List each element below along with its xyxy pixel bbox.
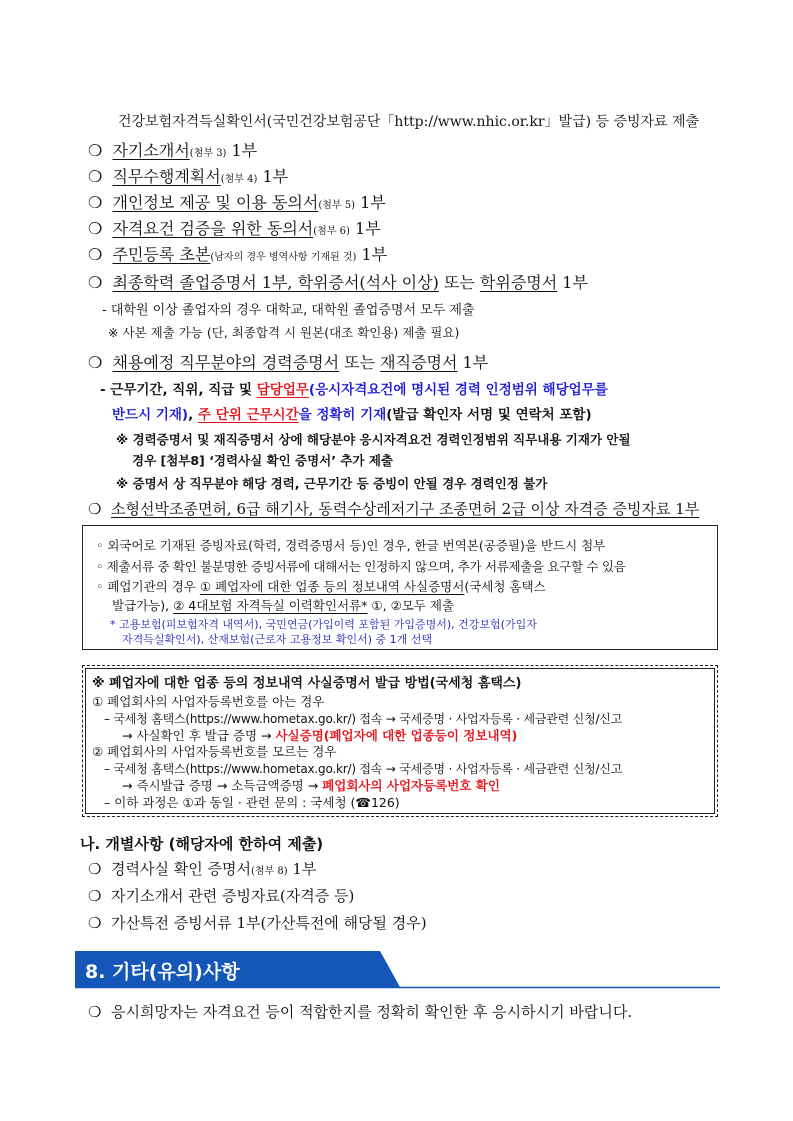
box2-b3b: 폐업회사의 사업자등록번호 확인 [322,778,500,793]
indiv-item-self-intro-proof [88,885,354,906]
bullet-icon: ❍ [88,193,103,212]
indiv-tail: 1부 [287,860,317,878]
box2-a1: ① 폐업회사의 사업자등록번호를 아는 경우 [92,694,325,709]
item-label: 자기소개서 [112,141,190,160]
bullet-icon: ❍ [88,1003,102,1021]
final-notice-text: 응시희망자는 자격요건 등이 적합한지를 정확히 확인한 후 응시하시기 바랍니다. [111,1003,633,1021]
item-license [88,498,699,519]
indiv-note: (첨부 8) [250,866,288,877]
edu-sub1: - 대학원 이상 졸업자의 경우 대학교, 대학원 졸업증명서 모두 제출 [102,303,475,318]
box1-line3 [96,577,546,595]
box1-l4a: 발급가능), [112,598,174,613]
item-note: (첨부 4) [220,174,258,185]
career-tail: 1부 [457,353,489,372]
box2-b2: – 국세청 홈택스(https://www.hometax.go.kr/) 접속 → 국세증명 · 사업자등록 · 세금관련 신청/신고 [104,762,623,776]
box2-title: ※ 폐업자에 대한 업종 등의 정보내역 사실증명서 발급 방법(국세청 홈택스) [92,676,522,691]
box2-b4: – 이하 과정은 ①과 동일 · 관련 문의 : 국세청 (☎126) [104,795,400,810]
career-note1a: ※ 경력증명서 및 재직증명서 상에 해당분야 응시자격요건 경력인정범위 직무내용 기재가 안될 [116,432,631,447]
box1-l3b: ① 폐업자에 대한 업종 등의 정보내역 사실증명서 [199,579,465,594]
item-education [88,270,588,293]
bullet-icon: ❍ [88,500,102,518]
edu-mid: 또는 [438,273,480,292]
box2-b3a: → 즉시발급 증명 → 소득금액증명 → [122,778,323,793]
career-mid: 또는 [339,353,381,372]
item-label: 주민등록 초본 [112,245,211,264]
bullet-icon: ❍ [88,914,102,932]
edu-tail: 1부 [557,273,588,292]
career-sub-hours: 주 단위 근무시간 [197,407,299,423]
box2-a3b: 사실증명(폐업자에 대한 업종등이 정보내역) [275,728,518,743]
career-sub-p8: (발급 확인자 서명 및 연락처 포함) [386,407,592,423]
indiv-item-career-cert [88,858,316,879]
item-note: (첨부 6) [313,226,350,237]
career-sub-p4: 반드시 기재) [112,407,189,423]
box2-b1: ② 폐업회사의 사업자등록번호를 모르는 경우 [92,744,337,759]
box1-l3a: ◦ 폐업기관의 경우 [96,579,200,594]
item-career [88,350,488,373]
item-tail: 1부 [355,193,386,212]
item-tail: 1부 [356,245,388,264]
bullet-icon: ❍ [88,167,103,186]
box2-b3 [122,776,500,794]
item-label: 자격요건 검증을 위한 동의서 [112,219,314,238]
item-tail: 1부 [226,141,258,160]
box1-line6: 자격득실확인서), 산재보험(근로자 고용정보 확인서) 중 1개 선택 [122,633,432,646]
bullet-icon: ❍ [88,887,102,905]
bullet-icon: ❍ [88,353,103,372]
career-sub-duty: 담당업무 [256,382,309,398]
box1-line1: ◦ 외국어로 기재된 증빙자료(학력, 경력증명서 등)인 경우, 한글 번역본(공증필)을 반드시 첨부 [96,538,606,553]
item-verification-consent [88,216,381,239]
career-label-b: 재직증명서 [380,353,458,372]
item-note: (남자의 경우 병역사항 기재된 것) [210,252,357,263]
career-sub-line1 [100,378,608,398]
career-note1b: 경우 [첨부8] ‘경력사실 확인 증명서’ 추가 제출 [132,453,394,468]
item-note: (첨부 5) [318,200,356,211]
edu-label-a: 최종학력 졸업증명서 1부, 학위증서(석사 이상) [112,273,439,292]
career-sub-p7: 을 정확히 기재 [298,407,387,423]
item-tail: 1부 [349,219,381,238]
box1-line4 [112,596,454,614]
item-self-intro [88,138,257,161]
box2-a3a: → 사실확인 후 발급 증명 → [122,728,276,743]
box1-l3c: (국세청 홈택스 [464,579,546,594]
career-sub-p3: (응시자격요건에 명시된 경력 인정범위 해당업무를 [308,382,608,398]
box1-line5: * 고용보험(피보험자격 내역서), 국민연금(가입이력 포함된 가입증명서), 건강보험(가입자 [110,618,537,631]
box1-l4b: ② 4대보험 자격득실 이력확인서류* [173,598,368,613]
bullet-icon: ❍ [88,273,103,292]
section-individual-title: 나. 개별사항 (해당자에 한하여 제출) [80,835,324,853]
bullet-icon: ❍ [88,219,103,238]
bullet-icon: ❍ [88,860,102,878]
indiv-label: 자기소개서 관련 증빙자료(자격증 등) [111,887,355,905]
career-label-a: 채용예정 직무분야의 경력증명서 [112,353,340,372]
item-tail: 1부 [257,167,289,186]
item-label: 개인정보 제공 및 이용 동의서 [112,193,319,212]
box1-line2: ◦ 제출서류 중 확인 불분명한 증빙서류에 대해서는 인정하지 않으며, 추가 서류제출을 요구할 수 있음 [96,559,626,574]
item-note: (첨부 3) [189,148,227,159]
item-privacy-consent [88,190,386,213]
career-sub-p5: , [188,407,198,423]
edu-label-b: 학위증명서 [479,273,558,292]
bullet-icon: ❍ [88,245,103,264]
career-sub-p1: - 근무기간, 직위, 직급 및 [100,382,257,398]
indiv-label: 가산특전 증빙서류 1부(가산특전에 해당될 경우) [111,914,427,932]
career-note2: ※ 증명서 상 직무분야 해당 경력, 근무기간 등 증빙이 안될 경우 경력인정 불가 [116,476,548,491]
license-label: 소형선박조종면허, 6급 해기사, 동력수상레저기구 조종면허 2급 이상 자격증 증빙자료 1부 [111,500,700,518]
box1-l4c: ①, ②모두 제출 [367,598,455,613]
item-label: 직무수행계획서 [112,167,221,186]
bullet-icon: ❍ [88,141,103,160]
section8-title: 8. 기타(유의)사항 [85,961,240,983]
item-job-plan [88,164,288,187]
edu-sub2: ※ 사본 제출 가능 (단, 최종합격 시 원본(대조 확인용) 제출 필요) [108,325,460,340]
career-sub-line2 [112,403,592,423]
item-resident-abstract [88,242,387,265]
indiv-item-bonus-proof [88,912,427,933]
indiv-label: 경력사실 확인 증명서 [111,860,251,878]
top-line: 건강보험자격득실확인서(국민건강보험공단「http://www.nhic.or.kr」발급) 등 증빙자료 제출 [118,114,700,130]
box2-a2: – 국세청 홈택스(https://www.hometax.go.kr/) 접속 → 국세증명 · 사업자등록 · 세금관련 신청/신고 [104,712,623,726]
final-notice [88,1001,632,1022]
